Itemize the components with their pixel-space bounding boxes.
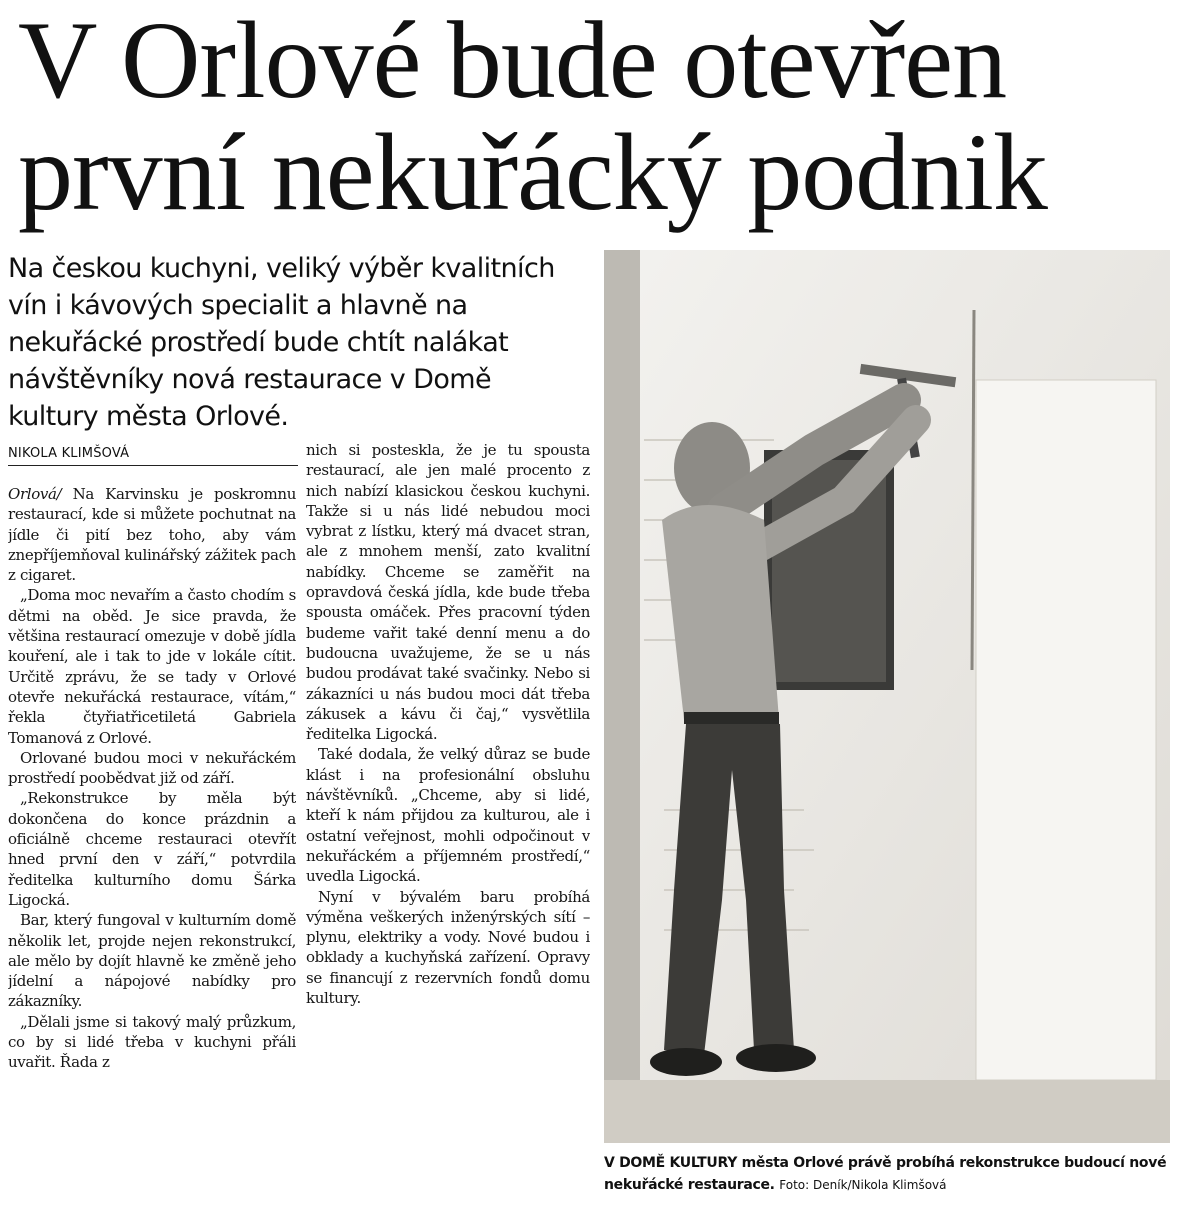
paragraph <box>8 484 296 585</box>
caption-lead: V DOMĚ KULTURY <box>604 1155 738 1171</box>
headline-line-1: V Orlové bude otevřen <box>18 0 1007 121</box>
lead-paragraph: Na českou kuchyni, veliký výběr kvalitních vín i kávových specialit a hlavně na nekuřácké prostředí bude chtít nalákat návštěvníky nová restaurace v Domě kultury města Orlové. <box>8 253 555 432</box>
article-photo <box>604 250 1170 1143</box>
paragraph: Také dodala, že velký důraz se bude klást i na profesionální obsluhu návštěvníků. „Chceme, aby si lidé, kteří k nám přijdou za kulturou, ale i ostatní veřejnost, mohli odpočinout v nekuřáckém a příjemném prostředí,“ uvedla Ligocká. <box>306 745 590 886</box>
photo-credit: Foto: Deník/Nikola Klimšová <box>779 1178 947 1192</box>
paragraph: Orlované budou moci v nekuřáckém prostředí poobědvat již od září. <box>8 748 296 788</box>
paragraph: Nyní v bývalém baru probíhá výměna veškerých inženýrských sítí – plynu, elektriky a vody. Nové budou i obklady a kuchyňská zařízení. Opravy se financují z rezervních fondů domu kultury. <box>306 887 590 1008</box>
paragraph: „Dělali jsme si takový malý průzkum, co by si lidé třeba v kuchyni přáli uvařit. Řada z <box>8 1012 296 1072</box>
paragraph-text: Na Karvinsku je poskromnu restaurací, kde si můžete pochutnat na jídle či pití bez toho, aby vám znepříjemňoval kulinářský zážitek pach z cigaret. <box>8 485 296 585</box>
byline: NIKOLA KLIMŠOVÁ <box>8 446 298 466</box>
paragraph: nich si posteskla, že je tu spousta restaurací, ale jen malé procento z nich nabízí klasickou českou kuchyni. Takže si u nás lidé nebudou moci vybrat z lístku, který má dvacet stran, ale z mnohem menší, zato kvalitní nabídky. Chceme se zaměřit na opravdová česká jídla, kde bude třeba spousta omáček. Přes pracovní týden budeme vařit také denní menu a do budoucna uvažujeme, že se u nás budou prodávat také svačinky. Nebo si zákazníci u nás budou moci dát třeba zákusek a kávu či čaj,“ vysvětlila ředitelka Ligocká. <box>306 441 590 744</box>
article-column-1 <box>8 484 296 1206</box>
article-column-2 <box>306 440 590 1206</box>
paragraph: „Rekonstrukce by měla být dokončena do konce prázdnin a oficiálně chceme restauraci otevřít hned první den v září,“ potvrdila ředitelka kulturního domu Šárka Ligocká. <box>8 789 296 909</box>
photo-caption <box>604 1152 1174 1196</box>
headline-line-2: první nekuřácký podnik <box>18 111 1047 233</box>
caption-text: města Orlové právě probíhá rekonstrukce budoucí nové nekuřácké restaurace. <box>604 1155 1167 1193</box>
paragraph: „Doma moc nevařím a často chodím s dětmi na oběd. Je sice pravda, že většina restaurací omezuje v době jídla kouření, ale i tak to jde v lokále cítit. Určitě zprávu, že se tady v Orlové otevře nekuřácká restaurace, vítám,“ řekla čtyřiatřicetiletá Gabriela Tomanová z Orlové. <box>8 586 296 747</box>
dateline: Orlová/ <box>8 485 62 503</box>
photo-man-with-hammer-illustration <box>604 250 1170 1143</box>
headline <box>18 0 1168 233</box>
paragraph: Bar, který fungoval v kulturním domě několik let, projde nejen rekonstrukcí, ale mělo by dojít hlavně ke změně jeho jídelní a nápojové nabídky pro zákazníky. <box>8 911 296 1011</box>
